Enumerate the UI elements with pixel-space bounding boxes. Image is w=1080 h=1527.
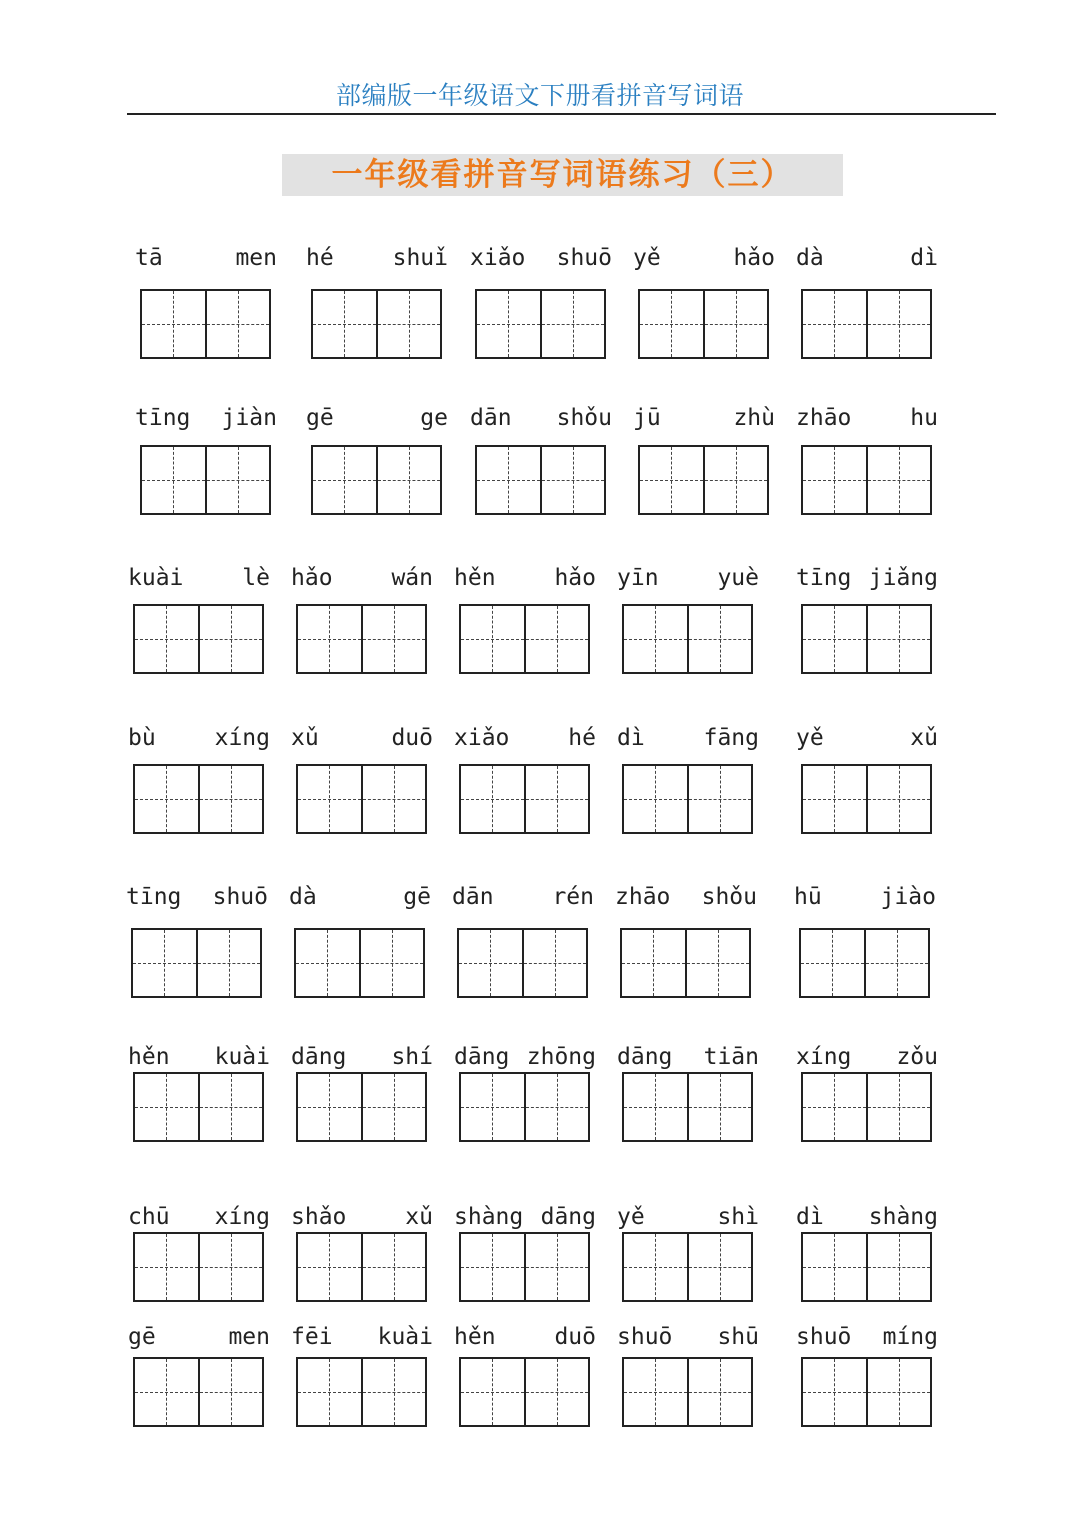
pinyin-syllable-1: xiǎo bbox=[454, 725, 510, 751]
pinyin-syllable-1: hěn bbox=[128, 1044, 170, 1070]
writing-grid[interactable] bbox=[801, 1232, 932, 1302]
pinyin-syllable-1: shuō bbox=[796, 1324, 852, 1350]
pinyin-syllable-2: shuǐ bbox=[392, 245, 448, 271]
pinyin-syllable-1: shǎo bbox=[291, 1204, 347, 1230]
pinyin-syllable-1: hū bbox=[794, 884, 822, 910]
pinyin-label bbox=[302, 403, 452, 433]
word-item bbox=[611, 882, 761, 912]
writing-grid[interactable] bbox=[801, 1357, 932, 1427]
pinyin-label bbox=[122, 882, 272, 912]
tian-zi-cell[interactable] bbox=[477, 447, 540, 513]
pinyin-syllable-2: men bbox=[235, 245, 277, 271]
pinyin-syllable-2: dì bbox=[910, 245, 938, 271]
pinyin-syllable-1: hěn bbox=[454, 565, 496, 591]
pinyin-syllable-1: zhāo bbox=[615, 884, 671, 910]
pinyin-syllable-2: shì bbox=[717, 1204, 759, 1230]
pinyin-label bbox=[124, 1322, 274, 1352]
tian-zi-cell[interactable] bbox=[135, 766, 198, 832]
pinyin-syllable-1: dà bbox=[796, 245, 824, 271]
writing-grid[interactable] bbox=[799, 928, 930, 998]
tian-zi-cell[interactable] bbox=[703, 291, 768, 357]
pinyin-syllable-1: xǔ bbox=[291, 725, 319, 751]
pinyin-label bbox=[124, 563, 274, 593]
tian-zi-cell[interactable] bbox=[461, 1234, 524, 1300]
writing-grid[interactable] bbox=[294, 928, 425, 998]
tian-zi-cell[interactable] bbox=[524, 766, 589, 832]
pinyin-label bbox=[450, 1202, 600, 1232]
pinyin-label bbox=[792, 563, 942, 593]
tian-zi-cell[interactable] bbox=[198, 766, 263, 832]
pinyin-label bbox=[450, 723, 600, 753]
pinyin-label bbox=[450, 563, 600, 593]
writing-grid[interactable] bbox=[475, 289, 606, 359]
tian-zi-cell[interactable] bbox=[866, 447, 931, 513]
word-item bbox=[629, 243, 779, 273]
pinyin-label bbox=[285, 882, 435, 912]
pinyin-syllable-1: zhāo bbox=[796, 405, 852, 431]
tian-zi-cell[interactable] bbox=[376, 291, 441, 357]
pinyin-syllable-2: shǒu bbox=[556, 405, 612, 431]
pinyin-syllable-2: shàng bbox=[868, 1204, 938, 1230]
pinyin-syllable-2: míng bbox=[882, 1324, 938, 1350]
pinyin-label bbox=[613, 563, 763, 593]
tian-zi-cell[interactable] bbox=[142, 291, 205, 357]
main-title-banner bbox=[282, 154, 843, 196]
pinyin-syllable-1: tīng bbox=[796, 565, 852, 591]
writing-grid[interactable] bbox=[133, 764, 264, 834]
writing-grid[interactable] bbox=[311, 445, 442, 515]
main-title: 一年级看拼音写词语练习（三） bbox=[331, 157, 794, 193]
tian-zi-cell[interactable] bbox=[461, 1074, 524, 1140]
pinyin-syllable-2: jiǎng bbox=[868, 565, 938, 591]
pinyin-syllable-2: men bbox=[228, 1324, 270, 1350]
tian-zi-cell[interactable] bbox=[803, 447, 866, 513]
pinyin-syllable-2: dāng bbox=[540, 1204, 596, 1230]
pinyin-syllable-1: yě bbox=[796, 725, 824, 751]
pinyin-syllable-2: duō bbox=[391, 725, 433, 751]
word-item bbox=[792, 563, 942, 593]
pinyin-syllable-1: xiǎo bbox=[470, 245, 526, 271]
writing-grid[interactable] bbox=[133, 1232, 264, 1302]
tian-zi-cell[interactable] bbox=[198, 1074, 263, 1140]
tian-zi-cell[interactable] bbox=[540, 447, 605, 513]
word-item bbox=[124, 1322, 274, 1352]
pinyin-syllable-1: dān bbox=[470, 405, 512, 431]
word-item bbox=[790, 882, 940, 912]
tian-zi-cell[interactable] bbox=[866, 1359, 931, 1425]
writing-grid[interactable] bbox=[620, 928, 751, 998]
word-item bbox=[629, 403, 779, 433]
word-item bbox=[450, 1202, 600, 1232]
writing-grid[interactable] bbox=[296, 1357, 427, 1427]
tian-zi-cell[interactable] bbox=[687, 1234, 752, 1300]
tian-zi-cell[interactable] bbox=[298, 1074, 361, 1140]
tian-zi-cell[interactable] bbox=[298, 1359, 361, 1425]
word-item bbox=[302, 243, 452, 273]
tian-zi-cell[interactable] bbox=[687, 606, 752, 672]
tian-zi-cell[interactable] bbox=[866, 766, 931, 832]
pinyin-syllable-2: hǎo bbox=[554, 565, 596, 591]
pinyin-syllable-2: xǔ bbox=[910, 725, 938, 751]
tian-zi-cell[interactable] bbox=[687, 766, 752, 832]
pinyin-syllable-2: wán bbox=[391, 565, 433, 591]
pinyin-label bbox=[613, 1322, 763, 1352]
tian-zi-cell[interactable] bbox=[361, 606, 426, 672]
pinyin-syllable-1: shàng bbox=[454, 1204, 524, 1230]
pinyin-label bbox=[287, 723, 437, 753]
pinyin-label bbox=[792, 1202, 942, 1232]
pinyin-syllable-2: hé bbox=[568, 725, 596, 751]
writing-grid[interactable] bbox=[459, 1357, 590, 1427]
word-item bbox=[792, 403, 942, 433]
word-item bbox=[124, 723, 274, 753]
pinyin-syllable-2: zhù bbox=[733, 405, 775, 431]
pinyin-syllable-1: jū bbox=[633, 405, 661, 431]
tian-zi-cell[interactable] bbox=[540, 291, 605, 357]
pinyin-label bbox=[613, 1042, 763, 1072]
pinyin-syllable-2: gē bbox=[403, 884, 431, 910]
pinyin-syllable-2: lè bbox=[242, 565, 270, 591]
pinyin-syllable-2: shū bbox=[717, 1324, 759, 1350]
word-item bbox=[287, 1202, 437, 1232]
word-item bbox=[450, 723, 600, 753]
pinyin-syllable-1: hǎo bbox=[291, 565, 333, 591]
writing-grid[interactable] bbox=[475, 445, 606, 515]
word-item bbox=[792, 243, 942, 273]
word-item bbox=[613, 723, 763, 753]
word-item bbox=[285, 882, 435, 912]
pinyin-label bbox=[613, 723, 763, 753]
tian-zi-cell[interactable] bbox=[296, 930, 359, 996]
tian-zi-cell[interactable] bbox=[461, 606, 524, 672]
pinyin-syllable-1: tīng bbox=[135, 405, 191, 431]
tian-zi-cell[interactable] bbox=[198, 606, 263, 672]
tian-zi-cell[interactable] bbox=[313, 447, 376, 513]
tian-zi-cell[interactable] bbox=[359, 930, 424, 996]
pinyin-syllable-2: tiān bbox=[703, 1044, 759, 1070]
tian-zi-cell[interactable] bbox=[622, 930, 685, 996]
tian-zi-cell[interactable] bbox=[624, 1234, 687, 1300]
word-item bbox=[122, 882, 272, 912]
pinyin-label bbox=[450, 1322, 600, 1352]
pinyin-label bbox=[131, 243, 281, 273]
word-item bbox=[131, 243, 281, 273]
writing-grid[interactable] bbox=[311, 289, 442, 359]
pinyin-syllable-2: xíng bbox=[214, 1204, 270, 1230]
writing-grid[interactable] bbox=[133, 1357, 264, 1427]
pinyin-syllable-2: jiàn bbox=[221, 405, 277, 431]
writing-grid[interactable] bbox=[622, 1072, 753, 1142]
word-item bbox=[792, 1042, 942, 1072]
writing-grid[interactable] bbox=[801, 1072, 932, 1142]
header-divider bbox=[127, 113, 996, 115]
word-item bbox=[124, 1202, 274, 1232]
tian-zi-cell[interactable] bbox=[522, 930, 587, 996]
pinyin-syllable-2: kuài bbox=[377, 1324, 433, 1350]
pinyin-label bbox=[629, 403, 779, 433]
tian-zi-cell[interactable] bbox=[477, 291, 540, 357]
pinyin-label bbox=[287, 1322, 437, 1352]
pinyin-label bbox=[131, 403, 281, 433]
word-item bbox=[792, 1202, 942, 1232]
word-item bbox=[792, 723, 942, 753]
tian-zi-cell[interactable] bbox=[135, 1074, 198, 1140]
tian-zi-cell[interactable] bbox=[461, 1359, 524, 1425]
pinyin-label bbox=[287, 1202, 437, 1232]
tian-zi-cell[interactable] bbox=[524, 1359, 589, 1425]
tian-zi-cell[interactable] bbox=[205, 291, 270, 357]
word-item bbox=[448, 882, 598, 912]
pinyin-label bbox=[613, 1202, 763, 1232]
writing-grid[interactable] bbox=[296, 1072, 427, 1142]
tian-zi-cell[interactable] bbox=[866, 1074, 931, 1140]
tian-zi-cell[interactable] bbox=[685, 930, 750, 996]
pinyin-syllable-1: fēi bbox=[291, 1324, 333, 1350]
pinyin-label bbox=[124, 723, 274, 753]
word-item bbox=[613, 1042, 763, 1072]
word-item bbox=[466, 243, 616, 273]
pinyin-syllable-1: yīn bbox=[617, 565, 659, 591]
word-item bbox=[613, 1202, 763, 1232]
tian-zi-cell[interactable] bbox=[640, 291, 703, 357]
tian-zi-cell[interactable] bbox=[135, 606, 198, 672]
tian-zi-cell[interactable] bbox=[866, 606, 931, 672]
word-item bbox=[131, 403, 281, 433]
pinyin-syllable-2: shǒu bbox=[701, 884, 757, 910]
word-item bbox=[124, 563, 274, 593]
writing-grid[interactable] bbox=[457, 928, 588, 998]
tian-zi-cell[interactable] bbox=[624, 606, 687, 672]
tian-zi-cell[interactable] bbox=[524, 1074, 589, 1140]
tian-zi-cell[interactable] bbox=[196, 930, 261, 996]
tian-zi-cell[interactable] bbox=[142, 447, 205, 513]
tian-zi-cell[interactable] bbox=[524, 1234, 589, 1300]
pinyin-syllable-2: rén bbox=[552, 884, 594, 910]
pinyin-syllable-2: jiào bbox=[880, 884, 936, 910]
tian-zi-cell[interactable] bbox=[205, 447, 270, 513]
tian-zi-cell[interactable] bbox=[313, 291, 376, 357]
writing-grid[interactable] bbox=[801, 445, 932, 515]
pinyin-label bbox=[287, 1042, 437, 1072]
tian-zi-cell[interactable] bbox=[361, 1074, 426, 1140]
pinyin-label bbox=[124, 1042, 274, 1072]
pinyin-syllable-1: gē bbox=[306, 405, 334, 431]
pinyin-syllable-2: hǎo bbox=[733, 245, 775, 271]
pinyin-label bbox=[792, 1042, 942, 1072]
pinyin-label bbox=[450, 1042, 600, 1072]
pinyin-label bbox=[448, 882, 598, 912]
tian-zi-cell[interactable] bbox=[624, 766, 687, 832]
writing-grid[interactable] bbox=[140, 445, 271, 515]
tian-zi-cell[interactable] bbox=[687, 1359, 752, 1425]
pinyin-syllable-2: duō bbox=[554, 1324, 596, 1350]
pinyin-label bbox=[792, 403, 942, 433]
pinyin-syllable-2: shuō bbox=[556, 245, 612, 271]
pinyin-syllable-1: dì bbox=[796, 1204, 824, 1230]
writing-grid[interactable] bbox=[459, 1232, 590, 1302]
pinyin-syllable-2: zǒu bbox=[896, 1044, 938, 1070]
pinyin-syllable-1: dà bbox=[289, 884, 317, 910]
tian-zi-cell[interactable] bbox=[135, 1234, 198, 1300]
writing-grid[interactable] bbox=[638, 445, 769, 515]
word-item bbox=[450, 1322, 600, 1352]
tian-zi-cell[interactable] bbox=[687, 1074, 752, 1140]
tian-zi-cell[interactable] bbox=[803, 291, 866, 357]
pinyin-label bbox=[287, 563, 437, 593]
tian-zi-cell[interactable] bbox=[803, 766, 866, 832]
pinyin-syllable-2: shuō bbox=[212, 884, 268, 910]
writing-grid[interactable] bbox=[638, 289, 769, 359]
tian-zi-cell[interactable] bbox=[803, 1074, 866, 1140]
word-item bbox=[287, 1322, 437, 1352]
pinyin-syllable-1: tā bbox=[135, 245, 163, 271]
writing-grid[interactable] bbox=[622, 1357, 753, 1427]
pinyin-syllable-1: dāng bbox=[617, 1044, 673, 1070]
writing-grid[interactable] bbox=[459, 764, 590, 834]
tian-zi-cell[interactable] bbox=[866, 1234, 931, 1300]
pinyin-label bbox=[629, 243, 779, 273]
header-title: 部编版一年级语文下册看拼音写词语 bbox=[335, 81, 744, 110]
writing-grid[interactable] bbox=[801, 764, 932, 834]
tian-zi-cell[interactable] bbox=[524, 606, 589, 672]
word-item bbox=[287, 723, 437, 753]
pinyin-syllable-1: shuō bbox=[617, 1324, 673, 1350]
writing-grid[interactable] bbox=[622, 604, 753, 674]
writing-grid[interactable] bbox=[459, 1072, 590, 1142]
tian-zi-cell[interactable] bbox=[703, 447, 768, 513]
pinyin-label bbox=[124, 1202, 274, 1232]
tian-zi-cell[interactable] bbox=[640, 447, 703, 513]
tian-zi-cell[interactable] bbox=[135, 1359, 198, 1425]
tian-zi-cell[interactable] bbox=[624, 1074, 687, 1140]
tian-zi-cell[interactable] bbox=[298, 1234, 361, 1300]
writing-grid[interactable] bbox=[131, 928, 262, 998]
word-item bbox=[792, 1322, 942, 1352]
pinyin-label bbox=[611, 882, 761, 912]
writing-grid[interactable] bbox=[459, 604, 590, 674]
pinyin-syllable-2: zhōng bbox=[526, 1044, 596, 1070]
tian-zi-cell[interactable] bbox=[624, 1359, 687, 1425]
pinyin-label bbox=[466, 243, 616, 273]
pinyin-label bbox=[792, 1322, 942, 1352]
pinyin-syllable-1: dāng bbox=[454, 1044, 510, 1070]
writing-grid[interactable] bbox=[296, 1232, 427, 1302]
tian-zi-cell[interactable] bbox=[461, 766, 524, 832]
pinyin-syllable-2: xíng bbox=[214, 725, 270, 751]
word-item bbox=[450, 1042, 600, 1072]
tian-zi-cell[interactable] bbox=[803, 1359, 866, 1425]
tian-zi-cell[interactable] bbox=[198, 1359, 263, 1425]
tian-zi-cell[interactable] bbox=[376, 447, 441, 513]
pinyin-syllable-1: tīng bbox=[126, 884, 182, 910]
tian-zi-cell[interactable] bbox=[298, 766, 361, 832]
pinyin-syllable-2: shí bbox=[391, 1044, 433, 1070]
pinyin-syllable-1: hé bbox=[306, 245, 334, 271]
writing-grid[interactable] bbox=[296, 604, 427, 674]
pinyin-syllable-2: kuài bbox=[214, 1044, 270, 1070]
tian-zi-cell[interactable] bbox=[298, 606, 361, 672]
pinyin-syllable-1: hěn bbox=[454, 1324, 496, 1350]
tian-zi-cell[interactable] bbox=[361, 766, 426, 832]
pinyin-syllable-1: dāng bbox=[291, 1044, 347, 1070]
pinyin-syllable-2: fāng bbox=[703, 725, 759, 751]
pinyin-label bbox=[790, 882, 940, 912]
tian-zi-cell[interactable] bbox=[459, 930, 522, 996]
word-item bbox=[124, 1042, 274, 1072]
pinyin-syllable-2: yuè bbox=[717, 565, 759, 591]
writing-grid[interactable] bbox=[140, 289, 271, 359]
pinyin-label bbox=[792, 723, 942, 753]
pinyin-syllable-1: kuài bbox=[128, 565, 184, 591]
writing-grid[interactable] bbox=[801, 604, 932, 674]
pinyin-syllable-2: xǔ bbox=[405, 1204, 433, 1230]
pinyin-syllable-1: bù bbox=[128, 725, 156, 751]
tian-zi-cell[interactable] bbox=[801, 930, 864, 996]
tian-zi-cell[interactable] bbox=[198, 1234, 263, 1300]
word-item bbox=[287, 563, 437, 593]
word-item bbox=[450, 563, 600, 593]
pinyin-label bbox=[792, 243, 942, 273]
pinyin-syllable-1: dì bbox=[617, 725, 645, 751]
word-item bbox=[287, 1042, 437, 1072]
pinyin-syllable-1: xíng bbox=[796, 1044, 852, 1070]
pinyin-syllable-1: yě bbox=[633, 245, 661, 271]
word-item bbox=[613, 1322, 763, 1352]
writing-grid[interactable] bbox=[622, 764, 753, 834]
tian-zi-cell[interactable] bbox=[361, 1359, 426, 1425]
tian-zi-cell[interactable] bbox=[361, 1234, 426, 1300]
pinyin-syllable-2: ge bbox=[420, 405, 448, 431]
pinyin-label bbox=[466, 403, 616, 433]
writing-grid[interactable] bbox=[133, 604, 264, 674]
writing-grid[interactable] bbox=[801, 289, 932, 359]
word-item bbox=[302, 403, 452, 433]
pinyin-syllable-1: chū bbox=[128, 1204, 170, 1230]
tian-zi-cell[interactable] bbox=[864, 930, 929, 996]
pinyin-label bbox=[302, 243, 452, 273]
writing-grid[interactable] bbox=[133, 1072, 264, 1142]
tian-zi-cell[interactable] bbox=[803, 1234, 866, 1300]
tian-zi-cell[interactable] bbox=[803, 606, 866, 672]
tian-zi-cell[interactable] bbox=[866, 291, 931, 357]
word-item bbox=[466, 403, 616, 433]
pinyin-syllable-2: hu bbox=[910, 405, 938, 431]
word-item bbox=[613, 563, 763, 593]
pinyin-syllable-1: gē bbox=[128, 1324, 156, 1350]
writing-grid[interactable] bbox=[296, 764, 427, 834]
pinyin-syllable-1: dān bbox=[452, 884, 494, 910]
writing-grid[interactable] bbox=[622, 1232, 753, 1302]
tian-zi-cell[interactable] bbox=[133, 930, 196, 996]
pinyin-syllable-1: yě bbox=[617, 1204, 645, 1230]
